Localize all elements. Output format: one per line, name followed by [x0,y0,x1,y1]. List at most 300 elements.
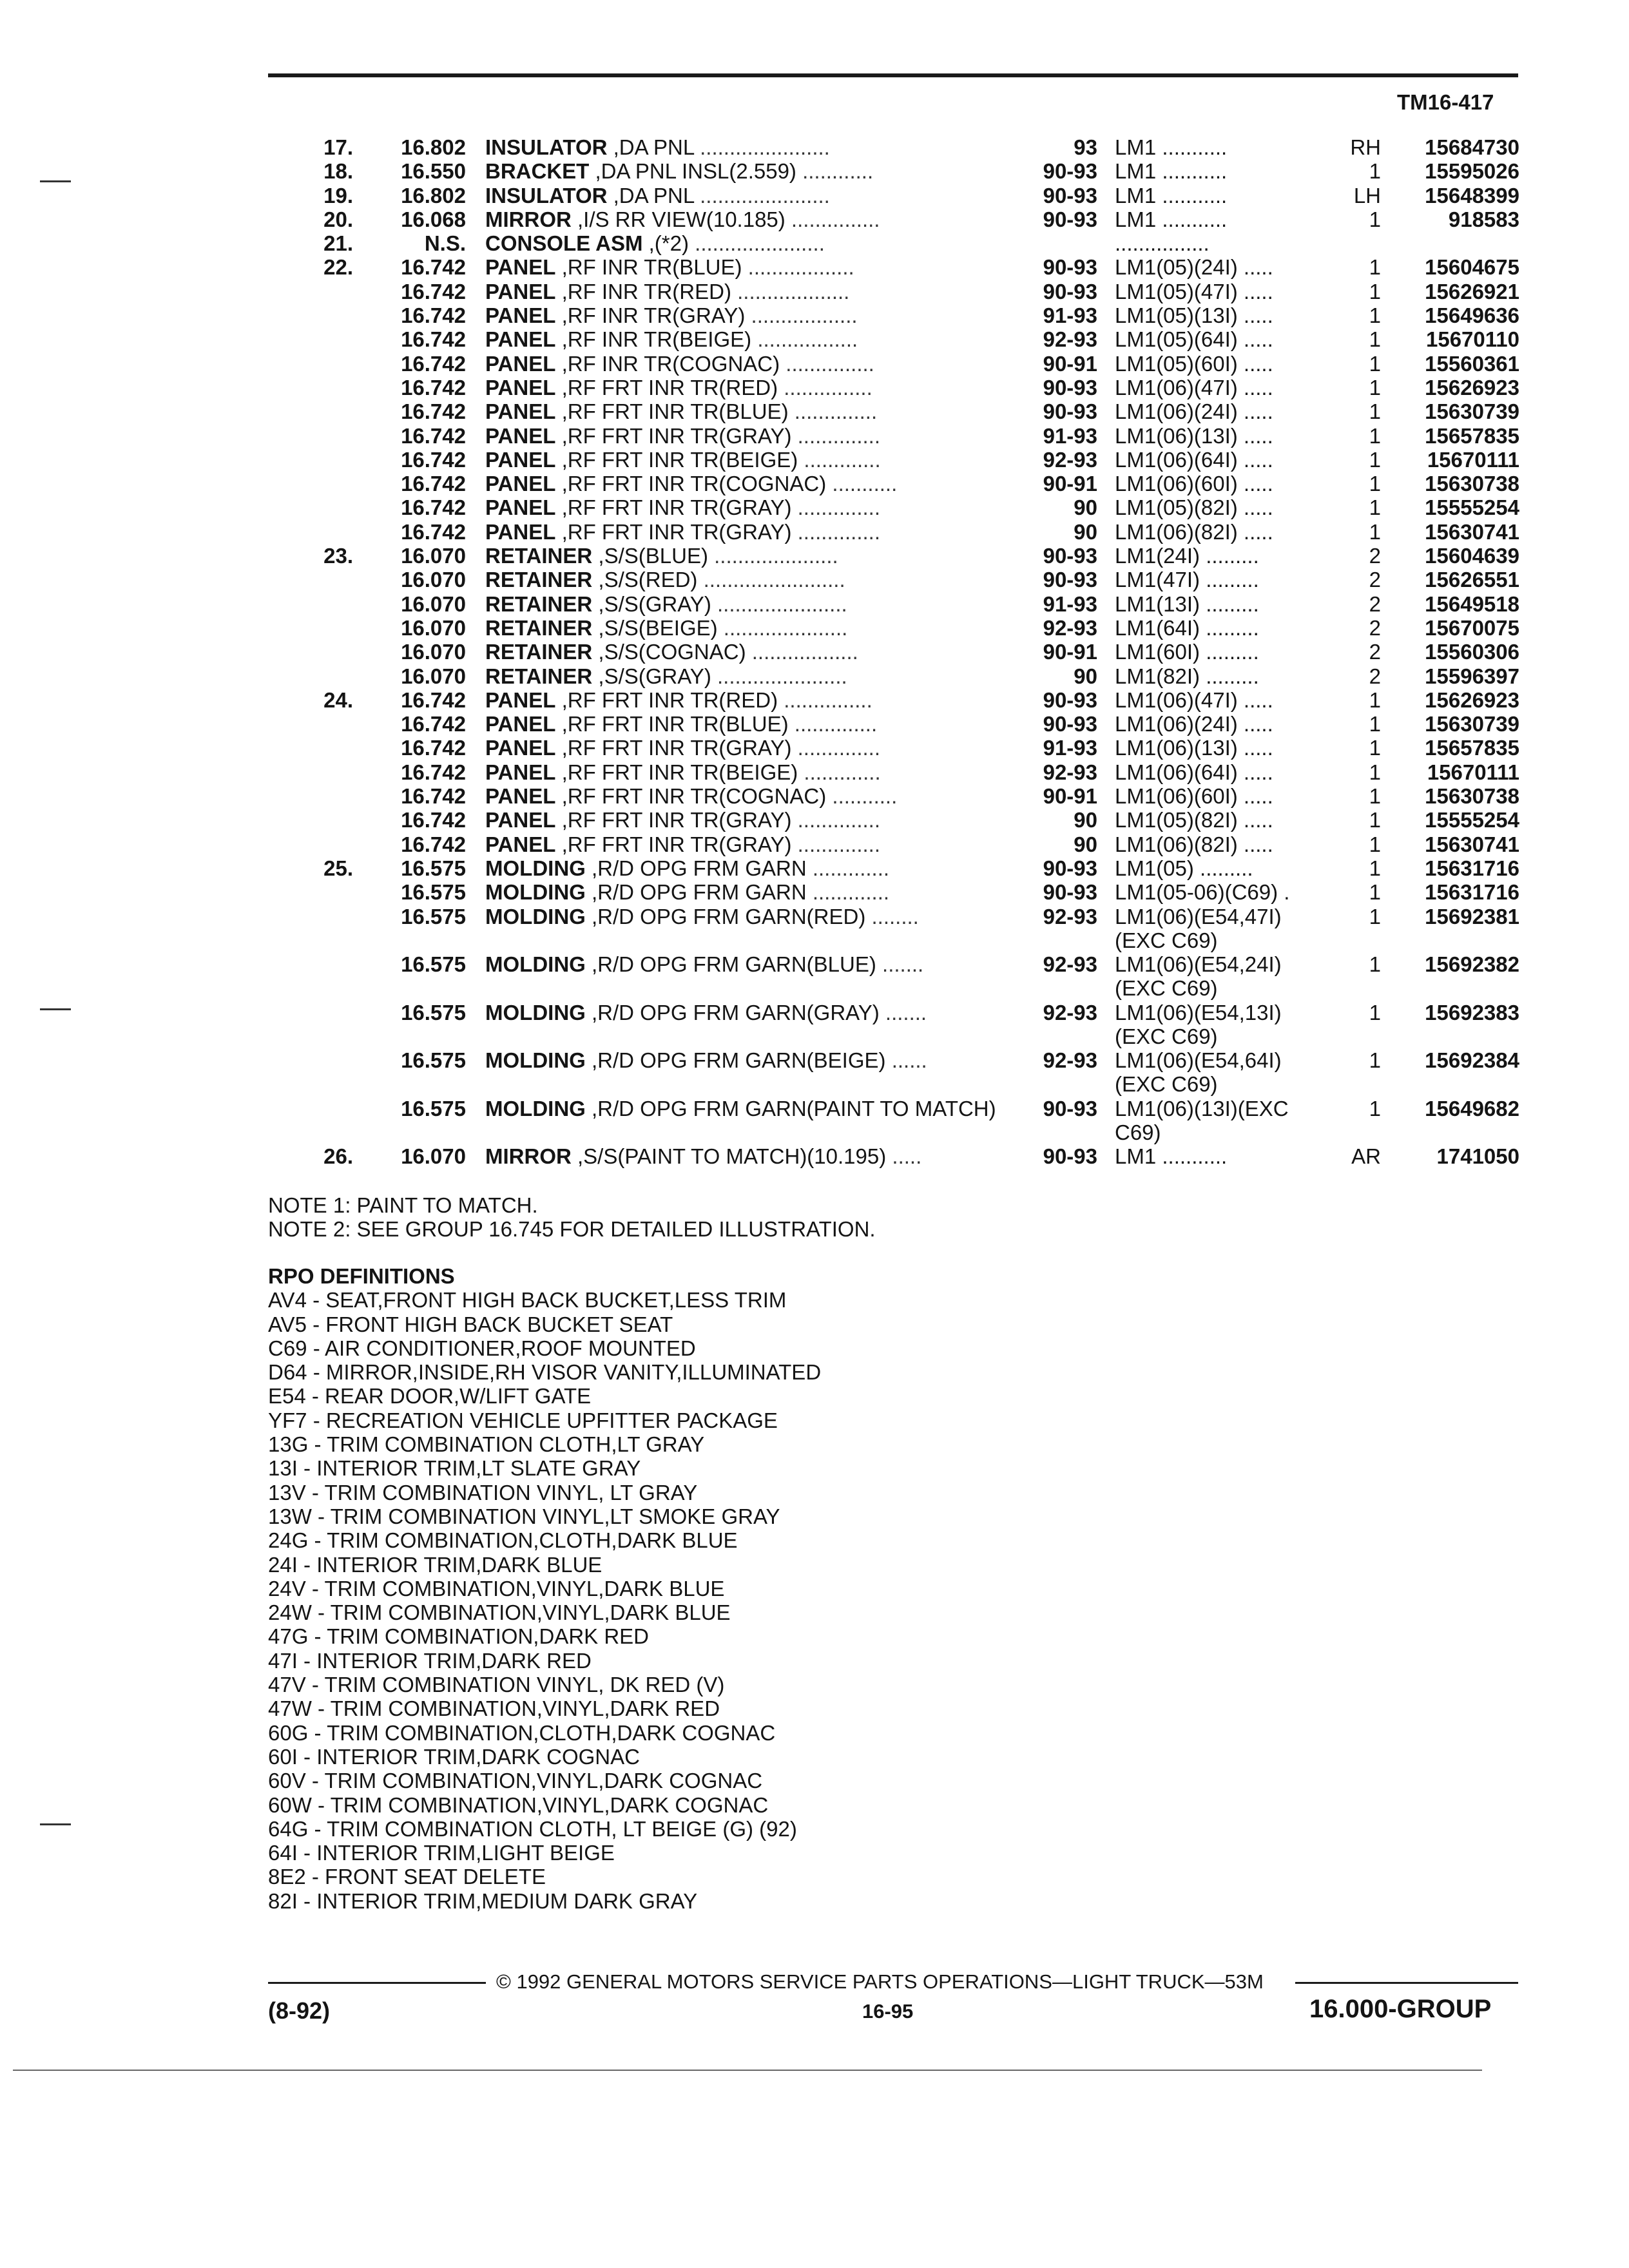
model-usage: LM1(05)(60I) ..... [1115,351,1273,376]
part-detail: ,R/D OPG FRM GARN(PAINT TO MATCH) [585,1096,996,1120]
model-years: 91-93 [1043,591,1097,616]
rpo-list [268,1288,821,1913]
model-usage: LM1(06)(13I) ..... [1115,423,1273,448]
part-detail: ,RF FRT INR TR(BEIGE) [555,760,798,784]
quantity: 1 [1369,303,1381,328]
model-usage: LM1(05)(82I) ..... [1115,495,1273,520]
model-usage: LM1(05)(13I) ..... [1115,303,1273,328]
model-years: 90-93 [1043,712,1097,736]
quantity: 1 [1369,495,1381,520]
part-name: MOLDING [485,880,586,905]
leader-dots: .............. [791,495,880,520]
group-number: 16.742 [401,832,466,856]
top-rule [268,73,1518,77]
part-name: PANEL [485,736,556,760]
part-name: PANEL [485,784,556,809]
part-detail: ,RF FRT INR TR(GRAY) [555,736,792,760]
part-row [0,424,1629,448]
part-detail: ,(*2) [642,231,689,256]
group-number: 16.742 [401,375,466,399]
part-name: MIRROR [485,207,572,231]
model-years: 90-93 [1043,183,1097,207]
group-number: 16.575 [401,880,466,905]
quantity: 1 [1369,447,1381,472]
part-number: 15555254 [1425,808,1519,832]
part-name: PANEL [485,447,556,472]
part-detail: ,I/S RR VIEW(10.185) [571,207,786,231]
part-detail: ,RF FRT INR TR(RED) [555,375,778,399]
group-number: 16.575 [401,1000,466,1024]
part-description [485,664,998,688]
part-row [0,880,1629,904]
rpo-item: 82I - INTERIOR TRIM,MEDIUM DARK GRAY [268,1888,698,1913]
rpo-item: 64G - TRIM COMBINATION CLOTH, LT BEIGE (G) (92) [268,1816,797,1841]
leader-dots: ....... [879,1000,927,1024]
part-description [485,1048,998,1072]
part-description [485,255,998,279]
group-number: 16.070 [401,640,466,664]
model-years: 92-93 [1043,1000,1097,1024]
part-number: 15670075 [1425,615,1519,640]
group-number: 16.742 [401,279,466,303]
item-number: 20. [323,207,353,231]
part-description [485,544,998,568]
part-name: PANEL [485,712,556,736]
part-description [485,856,998,880]
rpo-item: 47I - INTERIOR TRIM,DARK RED [268,1648,592,1673]
part-name: PANEL [485,279,556,303]
part-description [485,592,998,616]
model-years: 92-93 [1043,615,1097,640]
part-number: 15692384 [1425,1048,1519,1073]
group-number: 16.742 [401,495,466,520]
part-detail: ,RF INR TR(BLUE) [555,255,742,280]
note-line: NOTE 2: SEE GROUP 16.745 FOR DETAILED ILLUSTRATION. [268,1217,876,1241]
part-description [485,376,998,399]
part-number: 15684730 [1425,135,1519,159]
part-description [485,472,998,495]
part-number: 15630739 [1425,399,1519,424]
part-number: 15670110 [1425,327,1519,352]
group-number: 16.068 [401,207,466,231]
leader-dots: ................. [751,327,858,352]
part-row [0,832,1629,856]
part-name: PANEL [485,423,556,448]
note-line: NOTE 1: PAINT TO MATCH. [268,1193,538,1217]
part-detail: ,R/D OPG FRM GARN [585,856,807,880]
model-years: 90-91 [1043,784,1097,809]
quantity: 1 [1369,760,1381,784]
part-number: 15649636 [1425,303,1519,328]
group-number: 16.575 [401,1096,466,1120]
model-usage: LM1(06)(64I) ..... [1115,760,1273,784]
leader-dots: ................... [731,279,850,303]
part-detail: ,RF INR TR(GRAY) [555,303,746,328]
part-number: 15596397 [1425,664,1519,688]
model-usage: LM1(06)(13I) ..... [1115,736,1273,760]
footer-rule [268,1982,486,1984]
bottom-rule [13,2070,1482,2071]
model-usage: LM1(06)(E54,24I) (EXC C69) [1115,952,1282,1001]
part-row [0,688,1629,712]
leader-dots: .............. [791,423,880,448]
model-years: 90-93 [1043,568,1097,592]
quantity: 1 [1369,351,1381,376]
leader-dots: ..... [886,1144,922,1169]
group-number: 16.070 [401,664,466,688]
item-number: 22. [323,255,353,280]
part-number: 15630739 [1425,712,1519,736]
leader-dots: ............. [798,760,881,784]
model-years: 90-93 [1043,1096,1097,1120]
part-description [485,159,998,183]
part-number: 15604675 [1425,255,1519,280]
part-number: 918583 [1448,207,1519,231]
group-number: 16.742 [401,712,466,736]
part-detail: ,S/S(GRAY) [592,664,711,688]
rpo-item: 8E2 - FRONT SEAT DELETE [268,1865,546,1889]
model-years: 92-93 [1043,327,1097,352]
leader-dots: .................. [742,255,854,280]
quantity: 1 [1369,712,1381,736]
group-number: 16.575 [401,952,466,977]
quantity: 2 [1369,664,1381,688]
part-row [0,520,1629,544]
quantity: 1 [1369,207,1381,231]
leader-dots: ........................ [697,568,845,592]
part-detail: ,RF FRT INR TR(GRAY) [555,495,792,520]
model-years: 90-91 [1043,640,1097,664]
part-detail: ,S/S(BLUE) [592,544,708,568]
part-name: PANEL [485,760,556,784]
quantity: 2 [1369,544,1381,568]
group-number: 16.070 [401,1144,466,1169]
part-row [0,760,1629,784]
model-years: 92-93 [1043,447,1097,472]
part-name: PANEL [485,399,556,424]
part-name: RETAINER [485,591,593,616]
part-row [0,472,1629,495]
leader-dots: ...................... [711,591,847,616]
part-detail: ,DA PNL [607,135,694,159]
quantity: 1 [1369,375,1381,399]
model-years: 90-93 [1043,1144,1097,1169]
group-number: 16.802 [401,135,466,159]
part-description [485,905,998,928]
rpo-item: 24W - TRIM COMBINATION,VINYL,DARK BLUE [268,1600,731,1625]
part-description [485,712,998,736]
part-row [0,255,1629,279]
model-years: 90 [1074,664,1097,688]
group-number: N.S. [424,231,466,256]
quantity: 1 [1369,952,1381,977]
part-number: 15626923 [1425,687,1519,712]
part-name: RETAINER [485,615,593,640]
part-name: INSULATOR [485,183,608,207]
part-number: 15630738 [1425,784,1519,809]
group-number: 16.742 [401,519,466,544]
rpo-item: 24V - TRIM COMBINATION,VINYL,DARK BLUE [268,1576,725,1600]
part-row [0,905,1629,953]
group-number: 16.742 [401,447,466,472]
rpo-item: AV5 - FRONT HIGH BACK BUCKET SEAT [268,1312,673,1336]
part-name: INSULATOR [485,135,608,159]
quantity: AR [1351,1144,1381,1169]
part-detail: ,RF INR TR(RED) [555,279,731,303]
part-description [485,448,998,472]
part-number: 15649518 [1425,591,1519,616]
part-number: 15692381 [1425,904,1519,928]
part-row [0,207,1629,231]
part-description [485,1144,998,1168]
part-row [0,808,1629,832]
model-usage: LM1 ........... [1115,1144,1228,1169]
part-detail: ,RF FRT INR TR(BLUE) [555,712,789,736]
model-usage: LM1(24I) ......... [1115,544,1259,568]
leader-dots: .............. [791,519,880,544]
group-number: 16.742 [401,808,466,832]
part-number: 1741050 [1436,1144,1519,1169]
part-name: RETAINER [485,568,593,592]
leader-dots: ............... [778,687,872,712]
part-description [485,616,998,640]
part-number: 15630741 [1425,832,1519,856]
leader-dots: .................. [745,303,858,328]
model-usage: ................ [1115,231,1210,256]
part-description [485,1097,998,1120]
group-number: 16.742 [401,784,466,809]
rpo-item: C69 - AIR CONDITIONER,ROOF MOUNTED [268,1336,696,1360]
part-number: 15595026 [1425,159,1519,184]
part-description [485,784,998,808]
notes-section [268,1193,876,1241]
model-usage: LM1(82I) ......... [1115,664,1259,688]
rpo-item: 60G - TRIM COMBINATION,CLOTH,DARK COGNAC [268,1720,776,1745]
part-number: 15626923 [1425,375,1519,399]
part-row [0,280,1629,303]
part-row [0,1001,1629,1049]
model-years: 92-93 [1043,1048,1097,1073]
model-usage: LM1(05-06)(C69) . [1115,880,1290,905]
quantity: RH [1350,135,1381,159]
item-number: 25. [323,856,353,880]
part-name: MOLDING [485,904,586,928]
copyright-notice: © 1992 GENERAL MOTORS SERVICE PARTS OPERATIONS—LIGHT TRUCK—53M [496,1970,1264,1993]
group-number: 16.070 [401,615,466,640]
part-name: PANEL [485,472,556,496]
part-detail: ,S/S(BEIGE) [592,615,718,640]
model-usage: LM1(13I) ......... [1115,591,1259,616]
model-usage: LM1(60I) ......... [1115,640,1259,664]
leader-dots: ...................... [693,183,830,207]
part-description [485,808,998,832]
model-usage: LM1(06)(60I) ..... [1115,472,1273,496]
part-detail: ,RF FRT INR TR(COGNAC) [555,472,827,496]
model-years: 90-93 [1043,159,1097,184]
leader-dots: ............ [796,159,874,184]
group-number: 16.070 [401,568,466,592]
leader-dots: ............. [806,856,890,880]
part-description [485,184,998,207]
part-description [485,760,998,784]
leader-dots: .............. [788,399,878,424]
quantity: 2 [1369,591,1381,616]
part-detail: ,RF FRT INR TR(BEIGE) [555,447,798,472]
part-detail: ,S/S(RED) [592,568,698,592]
model-usage: LM1(06)(60I) ..... [1115,784,1273,809]
margin-tick [40,1823,71,1825]
rpo-item: 60W - TRIM COMBINATION,VINYL,DARK COGNAC [268,1792,769,1817]
part-number: 15657835 [1425,423,1519,448]
leader-dots: .............. [791,808,880,832]
quantity: 1 [1369,832,1381,856]
part-name: PANEL [485,351,556,376]
leader-dots: ............... [785,207,880,231]
part-name: MOLDING [485,1096,586,1120]
part-row [0,1048,1629,1097]
item-number: 21. [323,231,353,256]
model-usage: LM1(06)(E54,64I) (EXC C69) [1115,1048,1282,1097]
part-description [485,280,998,303]
part-detail: ,RF FRT INR TR(GRAY) [555,832,792,856]
quantity: 1 [1369,159,1381,184]
part-row [0,952,1629,1001]
model-years: 92-93 [1043,760,1097,784]
model-years: 90-93 [1043,375,1097,399]
part-name: RETAINER [485,640,593,664]
part-number: 15631716 [1425,856,1519,880]
group-number: 16.742 [401,760,466,784]
leader-dots: ...................... [711,664,847,688]
rpo-item: YF7 - RECREATION VEHICLE UPFITTER PACKAGE [268,1408,778,1432]
model-years: 90 [1074,832,1097,856]
part-row [0,856,1629,880]
leader-dots: ............. [806,880,890,905]
part-description [485,495,998,519]
part-description [485,399,998,423]
rpo-item: AV4 - SEAT,FRONT HIGH BACK BUCKET,LESS TRIM [268,1288,787,1312]
leader-dots: ...................... [693,135,830,159]
part-description [485,688,998,712]
quantity: 2 [1369,568,1381,592]
rpo-item: 47W - TRIM COMBINATION,VINYL,DARK RED [268,1696,720,1721]
model-years: 90-93 [1043,399,1097,424]
part-description [485,568,998,591]
rpo-item: 24I - INTERIOR TRIM,DARK BLUE [268,1552,602,1577]
model-usage: LM1(06)(82I) ..... [1115,519,1273,544]
part-number: 15670111 [1427,447,1519,472]
quantity: LH [1353,183,1381,207]
quantity: 1 [1369,687,1381,712]
model-years: 90-93 [1043,880,1097,905]
quantity: 1 [1369,279,1381,303]
part-detail: ,R/D OPG FRM GARN(BEIGE) [585,1048,886,1073]
part-row [0,712,1629,736]
part-row [0,352,1629,376]
model-years: 90-93 [1043,544,1097,568]
leader-dots: ..................... [717,615,848,640]
part-detail: ,RF INR TR(COGNAC) [555,351,780,376]
part-number: 15630738 [1425,472,1519,496]
model-usage: LM1(06)(47I) ..... [1115,687,1273,712]
part-number: 15692383 [1425,1000,1519,1024]
leader-dots: ........... [826,784,898,809]
part-name: PANEL [485,832,556,856]
part-name: PANEL [485,255,556,280]
group-number: 16.070 [401,544,466,568]
quantity: 1 [1369,856,1381,880]
leader-dots: ............... [778,375,872,399]
quantity: 2 [1369,640,1381,664]
group-number: 16.802 [401,183,466,207]
part-name: MOLDING [485,1000,586,1024]
group-number: 16.575 [401,856,466,880]
rpo-item: 13I - INTERIOR TRIM,LT SLATE GRAY [268,1456,641,1481]
part-description [485,327,998,351]
item-number: 18. [323,159,353,184]
part-description [485,207,998,231]
part-row [0,135,1629,159]
quantity: 1 [1369,808,1381,832]
part-row [0,568,1629,591]
model-years: 90-93 [1043,255,1097,280]
model-usage: LM1(06)(24I) ..... [1115,712,1273,736]
model-years: 91-93 [1043,736,1097,760]
model-usage: LM1(05)(47I) ..... [1115,279,1273,303]
model-years: 90-93 [1043,207,1097,231]
model-years: 90-93 [1043,279,1097,303]
rpo-item: 13G - TRIM COMBINATION CLOTH,LT GRAY [268,1432,705,1457]
model-usage: LM1(64I) ......... [1115,615,1259,640]
group-number: 16.742 [401,399,466,424]
rpo-item: 13W - TRIM COMBINATION VINYL,LT SMOKE GRAY [268,1504,780,1528]
model-years: 91-93 [1043,423,1097,448]
part-detail: ,S/S(COGNAC) [592,640,746,664]
part-name: PANEL [485,375,556,399]
model-usage: LM1(06)(64I) ..... [1115,447,1273,472]
part-detail: ,R/D OPG FRM GARN(GRAY) [585,1000,880,1024]
footer-rule [1295,1982,1518,1984]
leader-dots: ...... [885,1048,927,1073]
part-detail: ,R/D OPG FRM GARN(RED) [585,904,866,928]
parts-list [0,135,1629,1169]
quantity: 1 [1369,423,1381,448]
leader-dots: ............... [780,351,874,376]
group-number: 16.742 [401,327,466,352]
part-number: 15626921 [1425,279,1519,303]
part-number: 15560306 [1425,640,1519,664]
quantity: 1 [1369,399,1381,424]
part-name: PANEL [485,519,556,544]
model-years: 92-93 [1043,952,1097,977]
part-detail: ,RF FRT INR TR(GRAY) [555,423,792,448]
date-code: (8-92) [268,1997,331,2024]
part-number: 15657835 [1425,736,1519,760]
group-number: 16.742 [401,423,466,448]
part-description [485,135,998,159]
leader-dots: .................. [746,640,858,664]
model-years: 90-91 [1043,472,1097,496]
rpo-item: D64 - MIRROR,INSIDE,RH VISOR VANITY,ILLUMINATED [268,1360,822,1385]
part-detail: ,S/S(GRAY) [592,591,711,616]
rpo-definitions [268,1264,821,1913]
quantity: 1 [1369,519,1381,544]
part-description [485,424,998,448]
part-detail: ,DA PNL [607,183,694,207]
model-usage: LM1 ........... [1115,159,1228,184]
part-description [485,640,998,664]
model-usage: LM1(05)(82I) ..... [1115,808,1273,832]
